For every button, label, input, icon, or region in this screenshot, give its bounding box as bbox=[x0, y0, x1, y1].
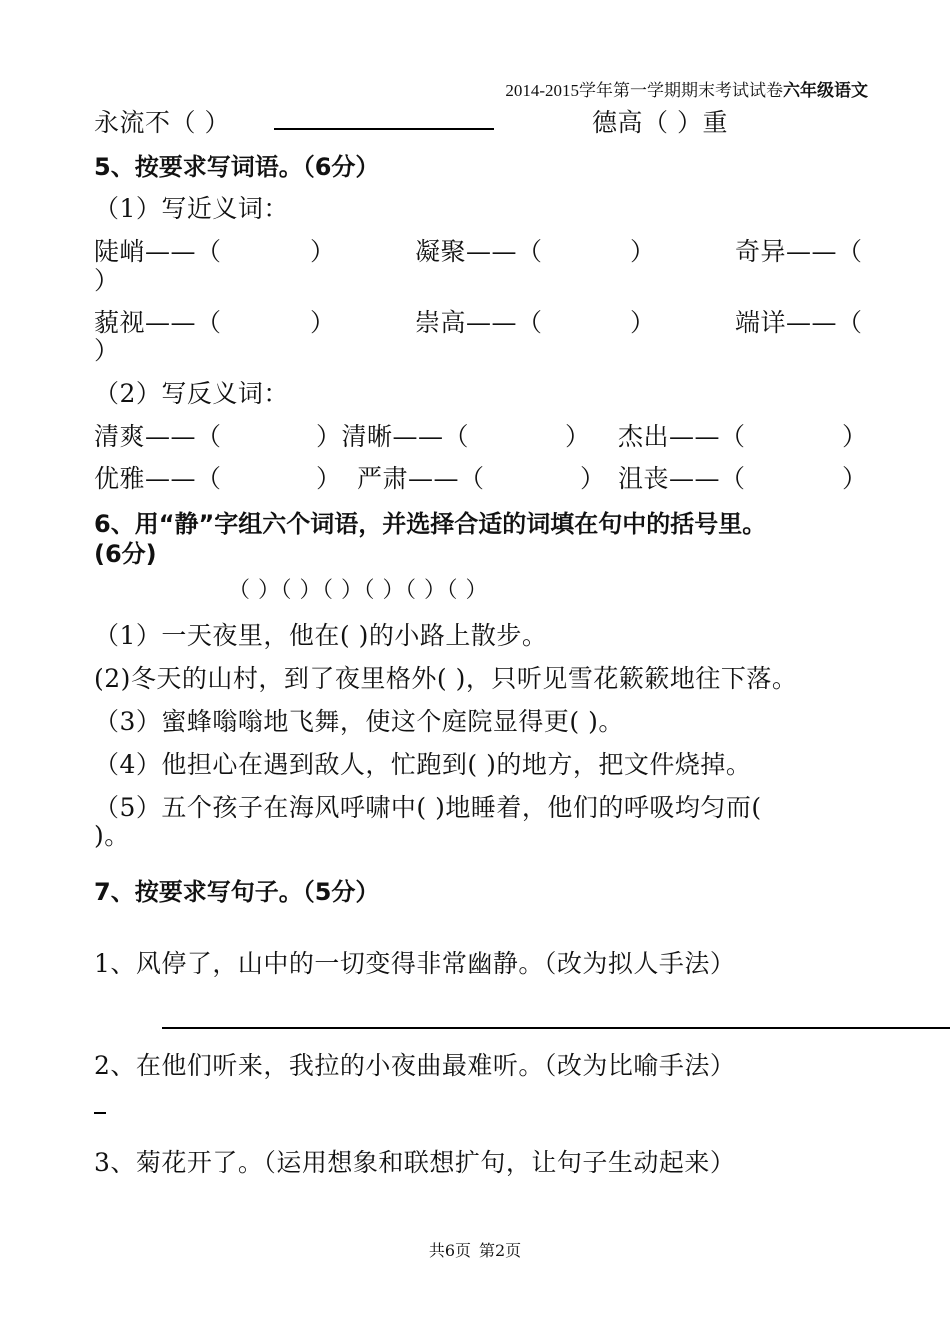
syn-3: 奇异——（ bbox=[735, 237, 863, 266]
q7-s2: 2、在他们听来，我拉的小夜曲最难听。（改为比喻手法） bbox=[94, 1051, 736, 1080]
ant-2: ）清晰——（ bbox=[316, 422, 470, 451]
q6-s4: （4）他担心在遇到敌人，忙跑到( )的地方，把文件烧掉。 bbox=[94, 750, 752, 779]
syn-1: 陡峭——（ bbox=[94, 237, 222, 266]
q6-s1: （1）一天夜里，他在( )的小路上散步。 bbox=[94, 621, 548, 650]
syn-6: 端详——（ bbox=[735, 308, 863, 337]
ant-2-close: ） bbox=[565, 422, 591, 451]
header-text: 2014-2015学年第一学期期末考试试卷 bbox=[505, 81, 783, 100]
q6-s5: （5）五个孩子在海风呼啸中( )地睡着，他们的呼吸均匀而( bbox=[94, 793, 762, 822]
ant-4-close: ） bbox=[316, 464, 342, 493]
answer-line bbox=[94, 1112, 106, 1114]
header-grade: 六年级语文 bbox=[783, 81, 868, 100]
q6-title-score: (6分) bbox=[94, 540, 157, 568]
q6-s2: (2)冬天的山村，到了夜里格外( )，只听见雪花簌簌地往下落。 bbox=[94, 664, 798, 693]
q5-sub1: （1）写近义词： bbox=[94, 194, 289, 223]
page-footer bbox=[0, 1238, 950, 1261]
page-header bbox=[505, 76, 868, 101]
syn-1-close: ） bbox=[310, 237, 336, 266]
q5-sub2: （2）写反义词： bbox=[94, 379, 289, 408]
syn-2: 凝聚——（ bbox=[415, 237, 543, 266]
syn-6-close: ） bbox=[94, 336, 120, 365]
syn-3-close: ） bbox=[94, 266, 120, 295]
q6-title: 6、用“静”字组六个词语，并选择合适的词填在句中的括号里。 bbox=[94, 510, 767, 538]
answer-line bbox=[274, 128, 494, 130]
q6-word-blanks: （ ）（ ）（ ）（ ）（ ）（ ） bbox=[228, 578, 488, 603]
ant-3: 杰出——（ bbox=[618, 422, 746, 451]
q7-title: 7、按要求写句子。（5分） bbox=[94, 878, 380, 906]
syn-5: 崇高——（ bbox=[415, 308, 543, 337]
q5-title: 5、按要求写词语。（6分） bbox=[94, 153, 380, 181]
ant-5-close: ） bbox=[580, 464, 606, 493]
total-pages: 共6页 bbox=[428, 1241, 471, 1260]
ant-6: 沮丧——（ bbox=[618, 464, 746, 493]
idiom-left: 永流不（ ） bbox=[94, 108, 230, 137]
ant-4: 优雅——（ bbox=[94, 464, 222, 493]
syn-4: 藐视——（ bbox=[94, 308, 222, 337]
ant-6-close: ） bbox=[842, 464, 868, 493]
syn-2-close: ） bbox=[630, 237, 656, 266]
answer-line bbox=[162, 1027, 950, 1029]
q6-s5-end: )。 bbox=[94, 821, 130, 850]
ant-5: 严肃——（ bbox=[357, 464, 485, 493]
q6-s3: （3）蜜蜂嗡嗡地飞舞，使这个庭院显得更( )。 bbox=[94, 707, 624, 736]
idiom-right: 德高（ ）重 bbox=[592, 108, 728, 137]
q7-s1: 1、风停了，山中的一切变得非常幽静。（改为拟人手法） bbox=[94, 949, 736, 978]
syn-5-close: ） bbox=[630, 308, 656, 337]
syn-4-close: ） bbox=[310, 308, 336, 337]
ant-3-close: ） bbox=[842, 422, 868, 451]
current-page: 第2页 bbox=[479, 1241, 522, 1260]
q7-s3: 3、菊花开了。（运用想象和联想扩句，让句子生动起来） bbox=[94, 1148, 736, 1177]
ant-1: 清爽——（ bbox=[94, 422, 222, 451]
